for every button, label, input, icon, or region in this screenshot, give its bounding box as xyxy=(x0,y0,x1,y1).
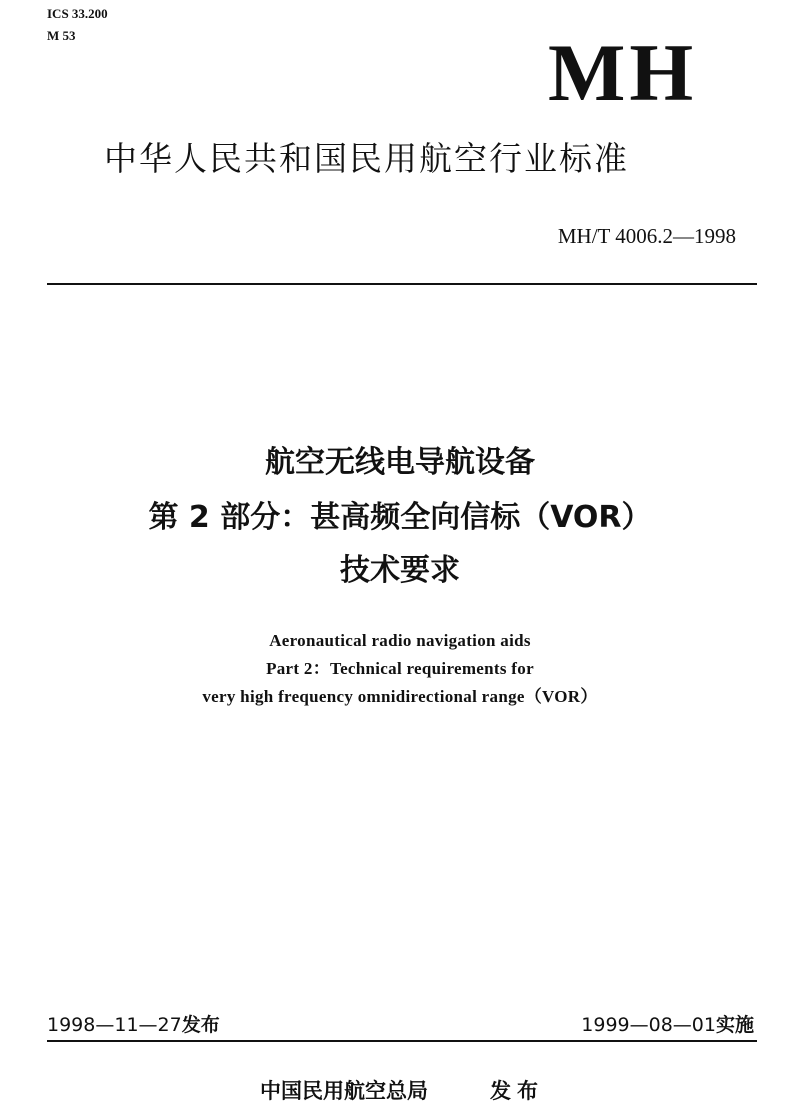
issue-date-block xyxy=(47,1012,220,1038)
top-divider xyxy=(47,283,757,285)
bottom-divider xyxy=(47,1040,757,1042)
implementation-date-block xyxy=(581,1012,754,1038)
standard-number: MH/T 4006.2—1998 xyxy=(557,224,736,248)
english-title-line-3: very high frequency omnidirectional range（VOR） xyxy=(202,687,598,706)
issue-date: 1998—11—27 xyxy=(47,1014,182,1036)
issue-label: 发布 xyxy=(181,1014,220,1036)
standard-logo: MH xyxy=(548,27,698,118)
chinese-title-line-1: 航空无线电导航设备 xyxy=(265,445,535,480)
standard-category-title: 中华人民共和国民用航空行业标准 xyxy=(104,139,629,178)
english-title-line-2: Part 2：Technical requirements for xyxy=(266,659,534,678)
implementation-date: 1999—08—01 xyxy=(581,1014,716,1036)
ics-code: ICS 33.200 xyxy=(47,6,108,21)
english-title-line-1: Aeronautical radio navigation aids xyxy=(269,631,531,650)
chinese-title-line-2: 第 2 部分：甚高频全向信标（VOR） xyxy=(148,500,652,535)
chinese-title-line-3: 技术要求 xyxy=(340,553,460,588)
classification-code: M 53 xyxy=(47,28,76,43)
publisher-name: 中国民用航空总局 xyxy=(260,1079,428,1103)
publish-label: 发布 xyxy=(490,1079,544,1103)
implementation-label: 实施 xyxy=(715,1014,754,1036)
